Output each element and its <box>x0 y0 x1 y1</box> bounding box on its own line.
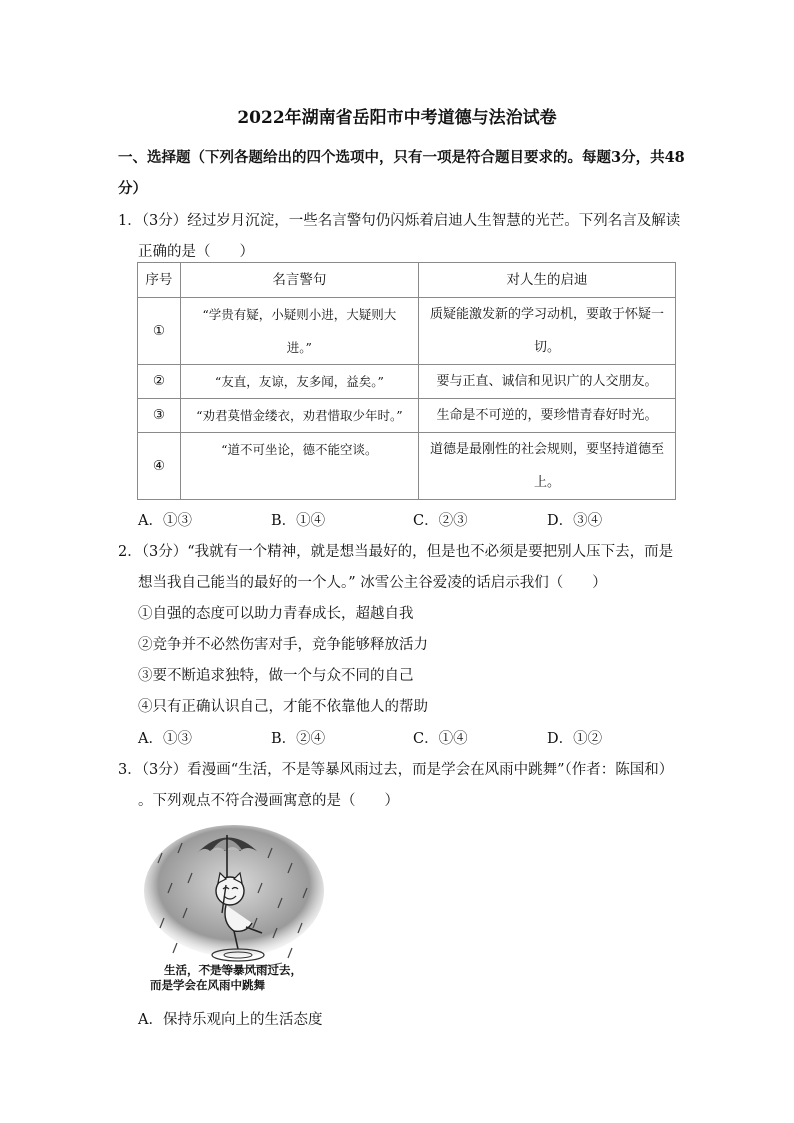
row-enlightenment-line: 道德是最刚性的社会规则，要坚持道德至 <box>429 442 664 457</box>
row-quote: “道不可坐论，德不能空谈。 <box>180 433 418 500</box>
row-enlightenment-line: 上。 <box>533 475 560 490</box>
q2-option-a[interactable]: A．①③ <box>138 731 192 747</box>
q2-statement: ③要不断追求独特，做一个与众不同的自己 <box>138 668 414 684</box>
q1-option-a[interactable]: A．①③ <box>138 513 192 529</box>
row-enlightenment-line: 质疑能激发新的学习动机，要敢于怀疑一 <box>429 307 664 322</box>
table-row <box>138 298 676 365</box>
row-num: ④ <box>138 433 181 500</box>
row-quote-line: “学贵有疑，小疑则小进，大疑则大 <box>202 307 397 322</box>
q1-stem-line1: 1．（3分）经过岁月沉淀，一些名言警句仍闪烁着启迪人生智慧的光芒。下列名言及解读 <box>118 213 681 229</box>
row-quote <box>180 298 418 365</box>
q2-statement: ①自强的态度可以助力青春成长，超越自我 <box>138 606 414 622</box>
row-enlightenment <box>418 298 675 365</box>
table-header-quote: 名言警句 <box>180 263 418 298</box>
row-num: ③ <box>138 399 181 433</box>
row-num: ① <box>138 298 181 365</box>
row-enlightenment: 要与正直、诚信和见识广的人交朋友。 <box>418 365 675 399</box>
q3-stem-line2: 。下列观点不符合漫画寓意的是（ ） <box>138 793 399 809</box>
q2-statement: ②竞争并不必然伤害对手，竞争能够释放活力 <box>138 637 428 653</box>
q1-option-b[interactable]: B．①④ <box>271 513 326 529</box>
q1-quote-table <box>137 262 676 500</box>
section-heading-line2: 分） <box>118 180 147 197</box>
q2-option-c[interactable]: C．①④ <box>413 731 468 747</box>
q1-stem-line2: 正确的是（ ） <box>138 244 254 260</box>
table-header-num: 序号 <box>138 263 181 298</box>
q2-stem-line1: 2．（3分）“我就有一个精神，就是想当最好的，但是也不必须是要把别人压下去，而是 <box>118 544 674 560</box>
q2-option-b[interactable]: B．②④ <box>271 731 326 747</box>
cartoon-caption-line2: 而是学会在风雨中跳舞 <box>150 978 265 992</box>
q1-option-d[interactable]: D．③④ <box>547 513 603 529</box>
table-header-enlightenment: 对人生的启迪 <box>418 263 675 298</box>
q2-stem-line2: 想当我自己能当的最好的一个人。” 冰雪公主谷爱凌的话启示我们（ ） <box>138 575 607 591</box>
row-num: ② <box>138 365 181 399</box>
table-row <box>138 399 676 433</box>
row-enlightenment-line: 切。 <box>533 340 560 355</box>
table-header-row <box>138 263 676 298</box>
q2-statement: ④只有正确认识自己，才能不依靠他人的帮助 <box>138 699 428 715</box>
q3-stem-line1: 3．（3分）看漫画“生活，不是等暴风雨过去，而是学会在风雨中跳舞”（作者：陈国和） <box>118 762 674 778</box>
table-row <box>138 365 676 399</box>
q1-option-c[interactable]: C．②③ <box>413 513 468 529</box>
q3-option-a[interactable]: A．保持乐观向上的生活态度 <box>138 1012 323 1028</box>
exam-title: 2022年湖南省岳阳市中考道德与法治试卷 <box>237 108 557 128</box>
row-quote: “友直，友谅，友多闻，益矣。” <box>180 365 418 399</box>
row-quote: “劝君莫惜金缕衣，劝君惜取少年时。” <box>180 399 418 433</box>
table-row <box>138 433 676 500</box>
row-quote-line: 进。” <box>286 340 312 355</box>
section-heading-line1: 一、选择题（下列各题给出的四个选项中，只有一项是符合题目要求的。每题3分，共48 <box>118 149 685 166</box>
q2-option-d[interactable]: D．①② <box>547 731 603 747</box>
cartoon-caption-line1: 生活，不是等暴风雨过去， <box>164 963 302 977</box>
row-enlightenment: 生命是不可逆的，要珍惜青春好时光。 <box>418 399 675 433</box>
row-enlightenment <box>418 433 675 500</box>
